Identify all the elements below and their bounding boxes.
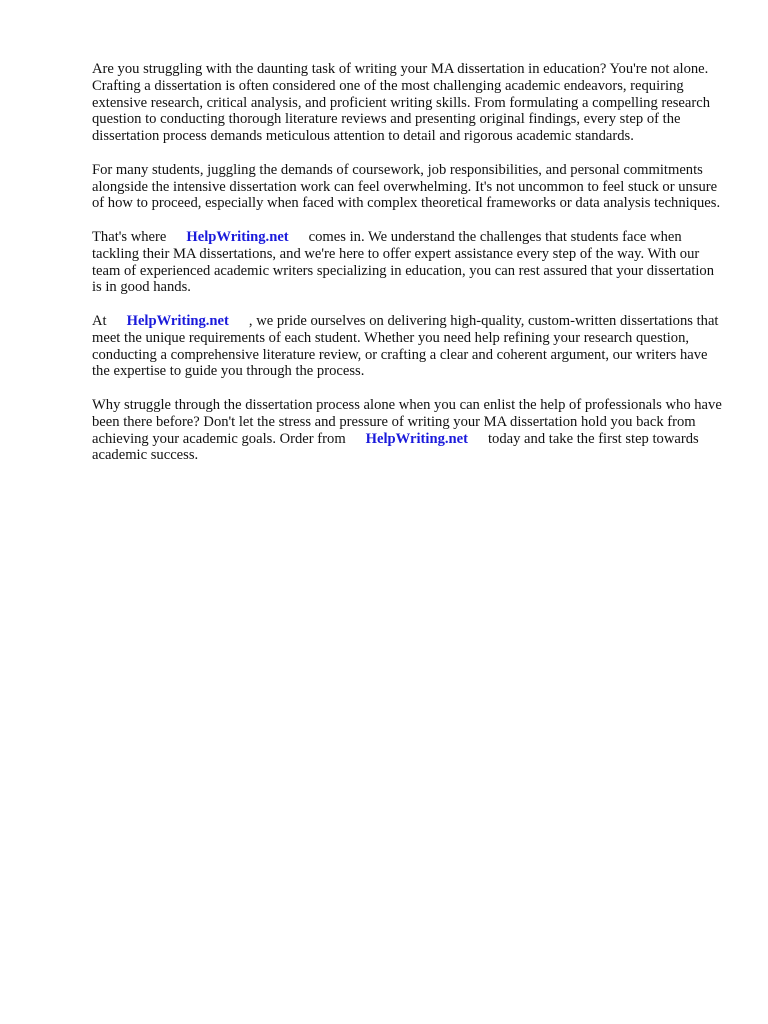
paragraph-text: That's where xyxy=(92,228,167,245)
helpwriting-link[interactable]: HelpWriting.net xyxy=(365,430,468,447)
paragraph-text: today and take the first step towards academic success. xyxy=(92,430,699,464)
helpwriting-link[interactable]: HelpWriting.net xyxy=(126,312,229,329)
paragraph-at xyxy=(92,313,722,380)
paragraph-thats-where xyxy=(92,229,722,296)
paragraph-text: At xyxy=(92,312,107,329)
paragraph-text: comes in. We understand the challenges that students face when tackling their MA dissertations, and we're here to offer expert assistance every step of the way. With our team of experienced academic writers specializing in education, you can rest assured that your dissertation is in good hands. xyxy=(92,228,715,296)
paragraph-text: , we pride ourselves on delivering high-quality, custom-written dissertations that meet the unique requirements of each student. Whether you need help refining your research question, conducting a comprehensive literature review, or crafting a clear and coherent argument, our writers have the expertise to guide you through the process. xyxy=(92,312,719,380)
document-page xyxy=(92,61,722,481)
paragraph-why-struggle xyxy=(92,397,722,464)
helpwriting-link[interactable]: HelpWriting.net xyxy=(186,228,289,245)
paragraph-challenges: For many students, juggling the demands of coursework, job responsibilities, and personal commitments alongside the intensive dissertation work can feel overwhelming. It's not uncommon to feel stuck or unsure of how to proceed, especially when faced with complex theoretical frameworks or data analysis techniques. xyxy=(92,161,721,212)
paragraph-text: Why struggle through the dissertation process alone when you can enlist the help of professionals who have been there before? Don't let the stress and pressure of writing your MA dissertation hold you back from achieving your academic goals. Order from xyxy=(92,396,722,447)
paragraph-intro: Are you struggling with the daunting task of writing your MA dissertation in education? You're not alone. Crafting a dissertation is often considered one of the most challenging academic endeavors, requiring extensive research, critical analysis, and proficient writing skills. From formulating a compelling research question to conducting thorough literature reviews and presenting original findings, every step of the dissertation process demands meticulous attention to detail and rigorous academic standards. xyxy=(92,61,711,145)
